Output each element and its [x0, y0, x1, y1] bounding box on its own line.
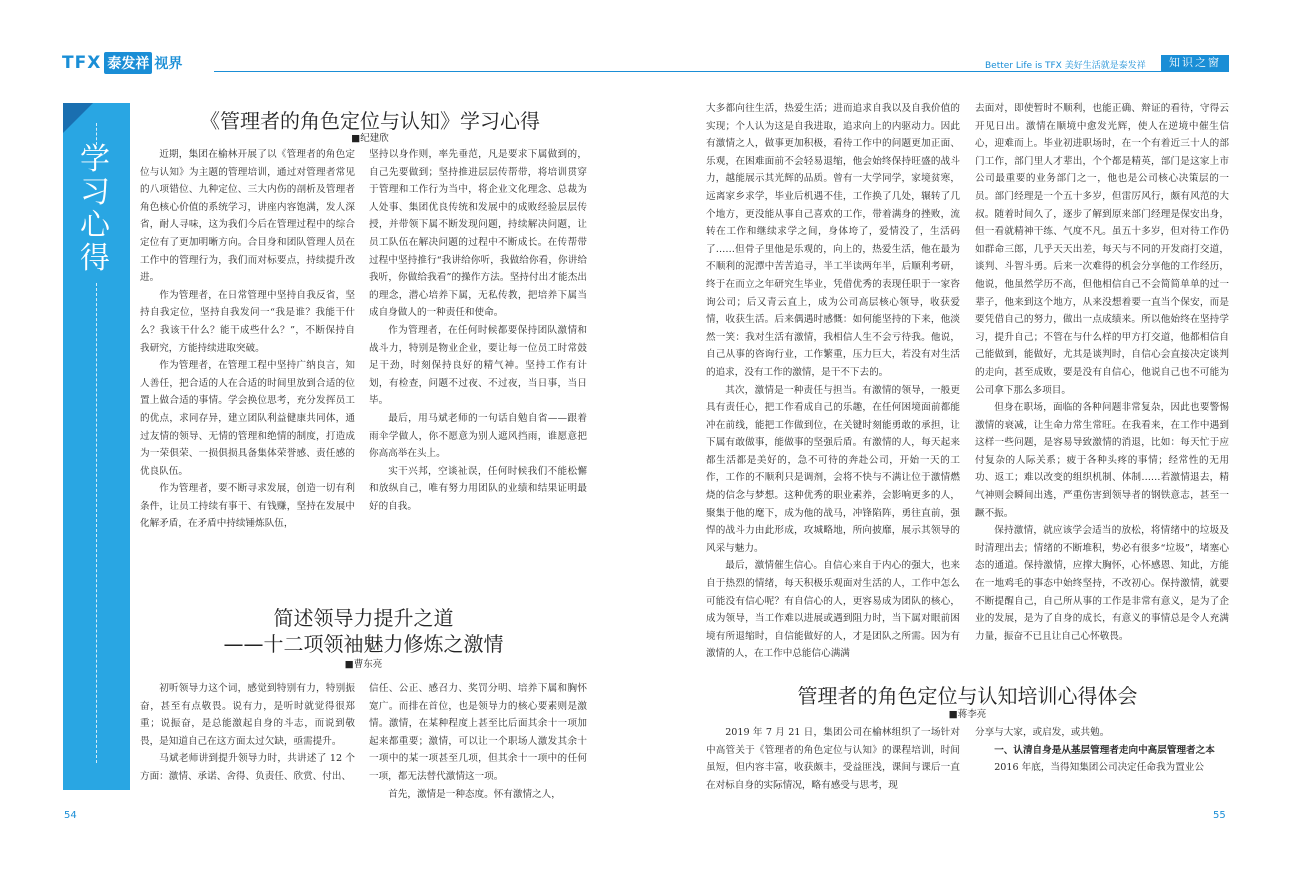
brand-tfx: TFX	[62, 53, 102, 73]
article2-title-line2: ——十二项领袖魅力修炼之激情	[223, 632, 504, 656]
paragraph: 其次，激情是一种责任与担当。有激情的领导，一般更具有责任心，把工作看成自己的乐趣，在任何困境面前都能冲在前线，能把工作做到位，在关键时刻能勇敢的承担，让下属有敢做事，能做事的坚强后盾。有激情的人，每天起来都生活都是美好的，急不可待的奔赴公司，开始一天的工作，工作的不顺利只是调剂，会将不快与不满让位于激情燃烧的信念与梦想。这种优秀的职业素养，会影响更多的人，聚集于他的麾下，成为他的战马，冲锋陷阵，勇往直前，强悍的战斗力由此形成，攻城略地，所向披靡，展示其领导的风采与魅力。	[706, 384, 960, 554]
paragraph: 最后，激情催生信心。自信心来自于内心的强大，也来自于热烈的情绪，每天积极乐观面对生活的人，工作中怎么可能没有信心呢？有自信心的人，更容易成为团队的核心，成为领导，当工作难以进展或遇到阻力时，当下属对眼前困境有所退缩时，自信能做好的人，才是团队之所需。因为有激情的人，在工作中总能信心满满	[706, 560, 960, 660]
paragraph: 初听领导力这个词，感觉到特别有力，特别振奋，甚至有点敬畏。说有力，是听时就觉得很郑重；说振奋，是总能激起自身的斗志，而说到敬畏，是知道自己在这方面太过欠缺，亟需提升。	[140, 683, 355, 747]
paragraph: 去面对，即使暂时不顺利，也能正确、辩证的看待，守得云开见日出。激情在顺境中愈发光辉，使人在逆境中催生信心，迎难而上。毕业初进职场时，在一个有着近三十人的部门工作，部门里人才辈出，个个都是精英，部门是这家上市公司最重要的业务部门之一，他也是公司核心决策层的一员。部门经理是一个五十多岁，但雷厉风行，颇有风范的大叔。随着时间久了，逐步了解到原来部门经理是保安出身，但一看就精神干练、气度不凡。虽五十多岁，但对待工作仍如群命三郎，几乎天天出差，每天与不同的开发商打交道，谈判、斗智斗勇。后来一次难得的机会分享他的工作经历，他说，他虽然学历不高，但他相信自己不会简简单单的过一辈子，他来到这个地方，从来没想着要一直当个保安，而是要凭借自己的努力，做出一点成绩来。所以他始终在坚持学习，提升自己；不管在与什么样的甲方打交道，他都相信自己能做到，能做好，尤其是谈判时，自信心会直接决定谈判的走向，甚至成败，要是没有自信心，他说自己也不可能为公司拿下那么多项目。	[975, 103, 1229, 396]
paragraph: 坚持以身作则，率先垂范，凡是要求下属做到的，自己先要做到；坚持推进层层传帮带，将培训贯穿于管理和工作行为当中，将企业文化理念、总裁为人处事、集团优良传统和发展中的成败经验层层传授，并带领下属不断发现问题，持续解决问题，让员工队伍在解决问题的过程中不断成长。在传帮带过程中坚持推行“我讲给你听，我做给你看，你讲给我听，你做给我看”的操作方法。坚持付出才能杰出的理念，潜心培养下属，无私传教，把培养下属当成自身做人的一种责任和使命。	[369, 149, 587, 319]
paragraph: 最后，用马斌老师的一句话自勉自省——跟着雨伞学做人，你不愿意为别人遮风挡雨，谁愿意把你高高举在头上。	[369, 412, 587, 460]
paragraph: 近期，集团在榆林开展了以《管理者的角色定位与认知》为主题的管理培训，通过对管理者常见的八项错位、九种定位、三大内伤的剖析及管理者角色核心价值的系统学习，讲座内容饱满，发人深省，耐人寻味，这为我们今后在管理过程中的综合定位有了更加明晰方向。合目身和团队管理人员在工作中的管理行为，我们而对标要点，持续提升改进。	[140, 149, 355, 284]
paragraph: 分享与大家，或启发，或共勉。	[975, 727, 1110, 738]
paragraph: 首先，激情是一种态度。怀有激情之人，	[388, 788, 561, 800]
paragraph: 但身在职场，面临的各种问题非常复杂，因此也要警惕激情的衰减，让生命力常生常旺。在我看来，在工作中遇到这样一些问题，是容易导致激情的消退，比如：每天忙于应付复杂的人际关系；疲于各种头疼的事情；经常性的无用功、返工；难以改变的组织机制、体制……若激情退去，精气神则会瞬间出逃，严重伤害到领导者的钢铁意志，甚至一蹶不振。	[975, 402, 1229, 519]
paragraph: 实干兴邦，空谈祉误，任何时候我们不能松懈和放纵自己，唯有努力用团队的业绩和结果证明最好的自我。	[369, 465, 587, 512]
paragraph: 作为管理者，在管理工程中坚持广纳良言，知人善任，把合适的人在合适的时间里放到合适的位置上做合适的事情。学会换位思考，充分发挥员工的优点，求同存异，建立团队利益健康共同体，通过友情的领导、无情的管理和绝情的制度，打造成为一荣俱荣、一损俱损具备集体荣誉感、责任感的优良队伍。	[140, 360, 355, 477]
paragraph: 信任、公正、感召力、奖罚分明、培养下属和胸怀宽广。而排在首位，也是领导力的核心要素则是激情。激情，在某种程度上甚至比后面其余十一项加起来都重要；激情，可以让一个职场人激发其余十一项中的某一项甚至几项，但其余十一项中的任何一项，都无法替代激情这一项。	[369, 683, 587, 782]
article1-column-1	[140, 146, 355, 546]
paragraph: 一、认清自身是从基层管理者走向中高层管理者之本	[994, 744, 1215, 756]
article3-byline: ■蒋李亮	[948, 709, 987, 720]
paragraph: 作为管理者，在任何时候都要保持团队激情和战斗力，特别是物业企业，要让每一位员工时常鼓足干劲，时刻保持良好的精气神。坚持工作有计划，有检查，问题不过夜、不过夜，当日事，当日毕。	[369, 324, 587, 407]
paragraph: 2019 年 7 月 21 日，集团公司在榆林组织了一场针对中高管关于《管理者的角色定位与认知》的课程培训，时间虽短，但内容丰富，收获颇丰，受益匪浅，课间与课后一直在对标自身的实际情况，略有感受与思考，现	[706, 727, 960, 791]
article3-title: 管理者的角色定位与认知培训心得体会	[797, 684, 1138, 708]
header-rule	[214, 71, 1229, 72]
section-tag: 知识之窗	[1161, 55, 1229, 71]
article2-column-2	[369, 680, 587, 800]
paragraph: 马斌老师讲到提升领导力时，共讲述了 12 个方面：激情、承诺、舍得、负责任、欣赏、付出、	[140, 753, 355, 782]
paragraph: 大多都向往生活，热爱生活；进而追求自我以及自我价值的实现；个人认为这是自我进取，追求向上的内驱动力。因此有激情之人，做事更加积极，看待工作中的问题更加正面、乐观，在困难面前不会轻易退缩，他会始终保持旺盛的战斗力，越能展示其光辉的品质。曾有一大学同学，家境贫寒，远离家乡求学，毕业后机遇不佳，工作换了几处，辗转了几个地方，更没能从事自己喜欢的工作，带着满身的挫败，流转在工作和继续求学之间，身体垮了，爱情没了，生活码了……但骨子里他是乐观的，向上的，热爱生活，他在最为不顺利的泥潭中苦苦追寻，半工半读两年半，后顺利考研，终于在而立之年研究生毕业，凭借优秀的表现任职于一家咨询公司；后又青云直上，成为公司高层核心领导，收获爱情，收获生活。后来偶遇时感慨：如何能坚持的下来，他淡然一笑：我对生活有激情，我相信人生不会亏待我。他说，自己从事的咨询行业，工作繁重，压力巨大，若没有对生活的追求，没有工作的激情，是干不下去的。	[706, 103, 960, 378]
article1-column-2	[369, 146, 587, 546]
article1-title: 《管理者的角色定位与认知》学习心得	[200, 109, 540, 133]
article2-column-1	[140, 680, 355, 794]
page55-column-1	[706, 100, 960, 660]
article2-byline: ■曹东亮	[344, 659, 383, 670]
dashed-line-bottom	[96, 283, 97, 763]
page55-column-2	[975, 100, 1229, 645]
article1-byline: ■纪建欣	[351, 133, 389, 144]
paragraph: 作为管理者，要不断寻求发展，创造一切有利条件，让员工持续有事干、有钱赚，坚持在发展中化解矛盾，在矛盾中持续锤炼队伍，	[140, 483, 355, 530]
article2-title-line1: 简述领导力提升之道	[273, 606, 454, 630]
slogan: Better Life is TFX 美好生活就是泰发祥	[985, 61, 1146, 71]
page-number-right: 55	[1213, 810, 1226, 821]
brand-shijie: 视界	[154, 56, 183, 72]
sidebar-bar	[63, 103, 130, 790]
page-number-left: 54	[64, 810, 77, 821]
article3-column-2	[975, 724, 1229, 794]
article3-column-1	[706, 724, 960, 794]
brand-logo	[62, 52, 182, 74]
corner-triangle	[63, 103, 93, 133]
paragraph: 2016 年底，当得知集团公司决定任命我为置业公	[994, 762, 1204, 774]
brand-tai: 泰发祥	[104, 52, 152, 74]
vertical-title: 学习心得	[80, 142, 110, 276]
paragraph: 保持激情，就应该学会适当的放松，将情绪中的垃圾及时清理出去；情绪的不断堆积，势必有很多“垃圾”，堵塞心态的通道。保持激情，应撑大胸怀，心怀感恩、知此，方能在一地鸡毛的事态中始终坚持，不改初心。保持激情，就要不断提醒自己，自己所从事的工作是非常有意义，是为了企业的发展，是为了自身的成长，有意义的事情总是令人充满力量，振奋不已且让自己心怀敬畏。	[975, 525, 1229, 642]
paragraph: 作为管理者，在日常管理中坚持自我反省，坚持自我定位，坚持自我发问一“我是谁？我能干什么？我该干什么？能干成些什么？”，不断保持自我研究，方能持续进取突破。	[140, 289, 355, 354]
